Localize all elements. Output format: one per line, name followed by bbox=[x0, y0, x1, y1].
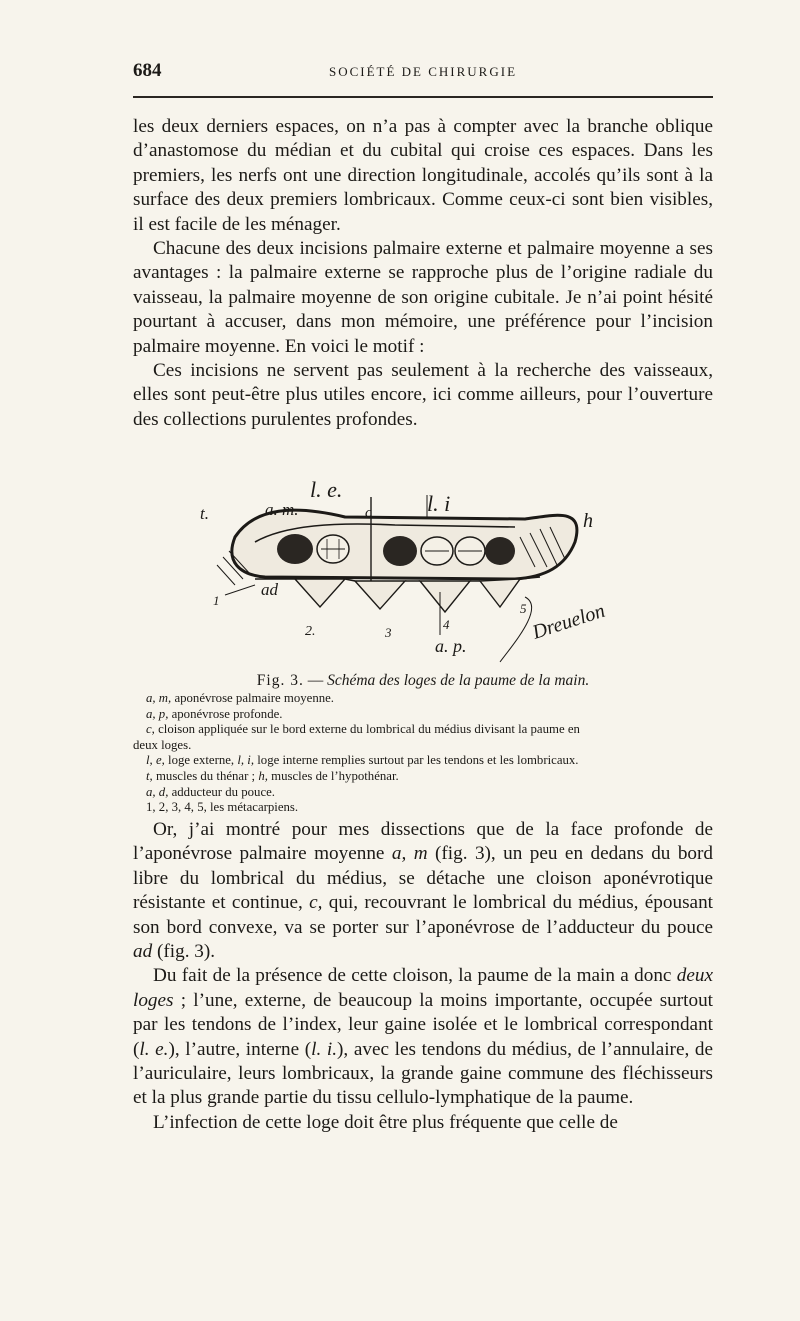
label-metacarpal-5: 5 bbox=[520, 601, 527, 616]
label-metacarpal-4: 4 bbox=[443, 617, 450, 632]
figure-title: Schéma des loges de la paume de la main. bbox=[327, 672, 590, 689]
paragraph: L’infection de cette loge doit être plus fréquente que celle de bbox=[153, 1111, 618, 1133]
label-t: t. bbox=[200, 504, 209, 523]
paragraph: Chacune des deux incisions palmaire externe et palmaire moyenne a ses avantages : la palmaire externe se rapproche plus de l’origine radiale du vaisseau, la palmaire moyenne de son origine cubitale. Je n’ai point hésité pourtant à accuser, dans mon mémoire, une préférence pour l’incision palmaire moyenne. En voici le motif : bbox=[133, 238, 713, 357]
metacarpal-wedges bbox=[295, 579, 520, 612]
legend-item: a, m, aponévrose palmaire moyenne. bbox=[146, 691, 334, 705]
palm-section-drawing bbox=[195, 467, 665, 667]
label-metacarpal-3: 3 bbox=[385, 625, 392, 640]
body-text-bottom bbox=[133, 818, 713, 1135]
paragraph: les deux derniers espaces, on n’a pas à compter avec la branche oblique d’anastomose du médian et du cubital qui croise ces espaces. Dans les premiers, les nerfs ont une direction longitudinale, accolés qu’ils sont à la surface des deux premiers lombricaux. Comme ceux-ci sont bien visibles, il est facile de les ménager. bbox=[133, 116, 713, 235]
legend-item: a, p, aponévrose profonde. bbox=[146, 706, 283, 721]
label-am: a. m. bbox=[265, 500, 299, 519]
figure-caption: Fig. 3. — Schéma des loges de la paume de la main. bbox=[256, 672, 590, 689]
paragraph: Or, j’ai montré pour mes dissections que de la face profonde de l’aponévrose palmaire moyenne a, m (fig. 3), un peu en dedans du bord libre du lombrical du médius, se détache une cloison aponévrotique résistante et continue, c, qui, recouvrant le lombrical du médius, épousant son bord convexe, va se porter sur l’aponévrose de l’adducteur du pouce ad (fig. 3). bbox=[133, 819, 714, 963]
header-rule bbox=[133, 96, 713, 98]
label-metacarpal-2: 2. bbox=[305, 624, 316, 639]
artist-signature: Dreuelon bbox=[529, 599, 608, 644]
paragraph: Du fait de la présence de cette cloison, la paume de la main a donc deux loges ; l’une, externe, de beaucoup la moins importante, occupée surtout par les tendons de l’index, leur gaine isolée et le lombrical correspondant (l. e.), l’autre, interne (l. i.), avec les tendons du médius, de l’annulaire, de l’auriculaire, leurs lombricaux, la grande gaine commune des fléchisseurs et la plus grande partie du tissu cellulo-lymphatique de la paume. bbox=[133, 965, 713, 1109]
label-ad: ad bbox=[261, 580, 278, 599]
label-metacarpal-1: 1 bbox=[213, 593, 220, 608]
label-le: l. e. bbox=[310, 477, 343, 502]
legend-item: t, muscles du thénar ; h, muscles de l’hypothénar. bbox=[146, 768, 399, 783]
page-number: 684 bbox=[133, 60, 162, 81]
legend-item: 1, 2, 3, 4, 5, les métacarpiens. bbox=[146, 800, 299, 815]
running-head: SOCIÉTÉ DE CHIRURGIE bbox=[328, 64, 518, 79]
figure-legend bbox=[133, 691, 713, 816]
legend-item: a, d, adducteur du pouce. bbox=[146, 784, 276, 799]
figure-palm-diagram bbox=[195, 467, 665, 667]
label-h: h bbox=[583, 510, 593, 532]
body-text-top bbox=[133, 115, 713, 432]
figure-number: Fig. 3. bbox=[256, 672, 304, 689]
legend-item: c, cloison appliquée sur le bord externe du lombrical du médius divisant la paume en bbox=[146, 722, 580, 737]
paragraph: Ces incisions ne servent pas seulement à la recherche des vaisseaux, elles sont peut-être plus utiles encore, ici comme ailleurs, pour l’ouverture des collections purulentes profondes. bbox=[133, 360, 713, 430]
legend-item-continuation: deux loges. bbox=[133, 737, 192, 752]
page-header bbox=[133, 60, 713, 84]
legend-item: l, e, loge externe, l, i, loge interne remplies surtout par les tendons et les lombricaux. bbox=[146, 753, 579, 768]
label-ap: a. p. bbox=[435, 636, 467, 656]
label-c: c bbox=[365, 505, 372, 521]
label-li: l. i bbox=[427, 491, 451, 516]
